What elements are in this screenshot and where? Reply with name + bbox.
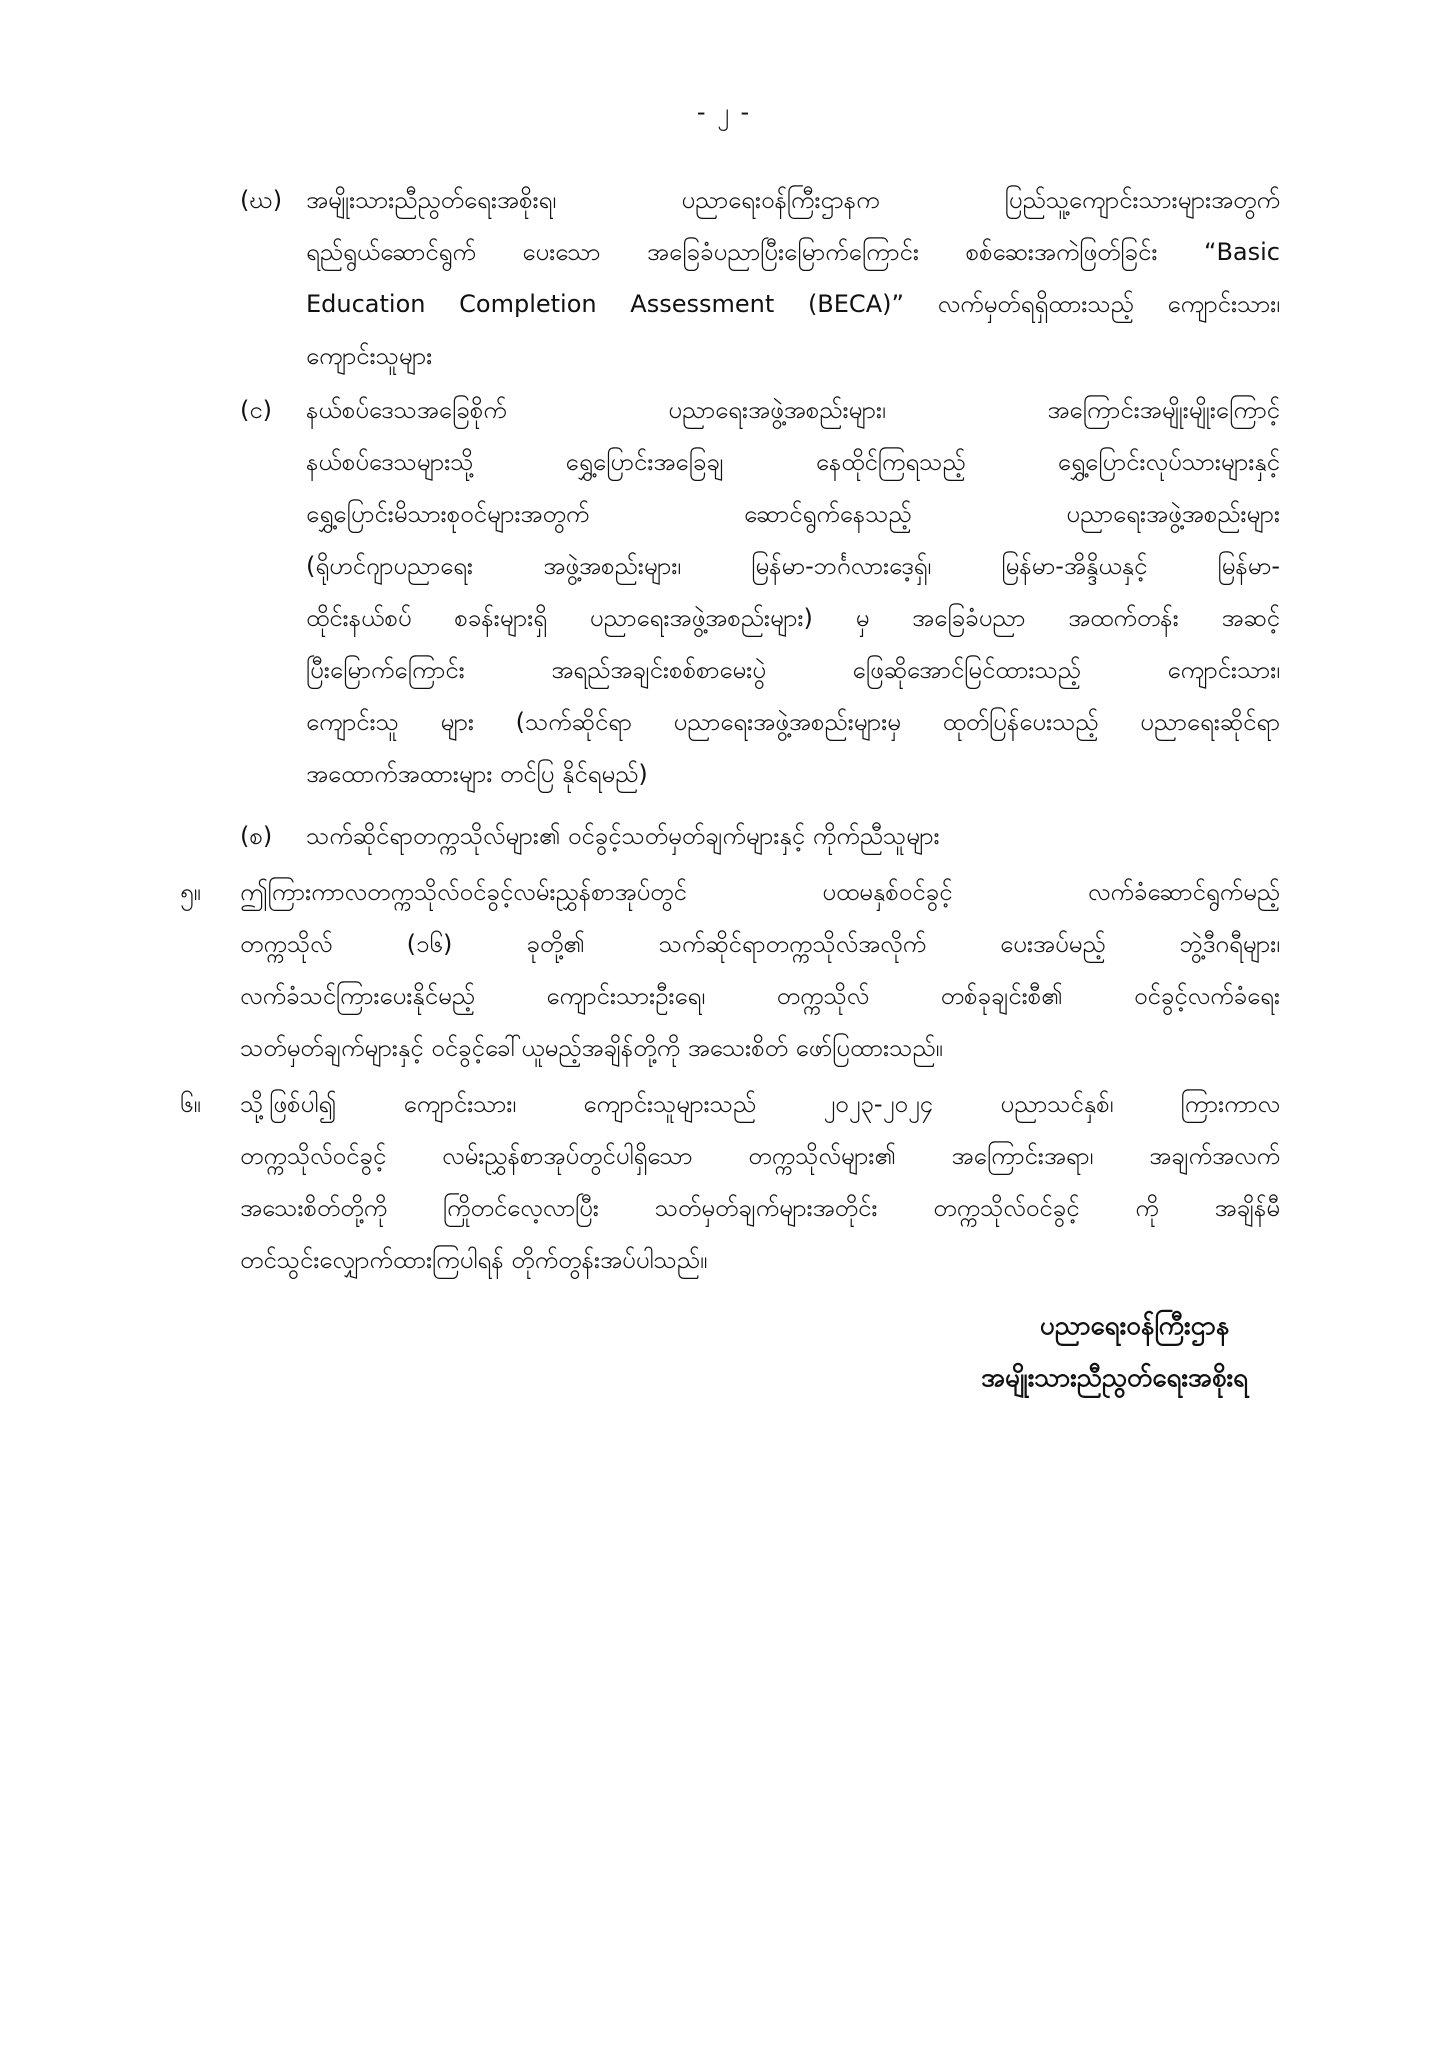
text-line: ပြီးမြောက်ကြောင်း အရည်အချင်းစစ်စာမေးပွဲ ဖြေဆိုအောင်မြင်ထားသည့် ကျောင်းသား၊ bbox=[306, 656, 1280, 684]
text-line: သက်ဆိုင်ရာတက္ကသိုလ်များ၏ ဝင်ခွင့်သတ်မှတ်ချက်များနှင့် ကိုက်ညီသူများ bbox=[306, 822, 940, 850]
signature-ministry: ပညာရေးဝန်ကြီးဌာန bbox=[1039, 1311, 1230, 1341]
text-line: အမျိုးသားညီညွတ်ရေးအစိုးရ၊ ပညာရေးဝန်ကြီးဌာနက ပြည်သူ့ကျောင်းသားများအတွက် bbox=[306, 186, 1280, 214]
paragraph-number: ၆။ bbox=[180, 1090, 201, 1118]
signature-government: အမျိုးသားညီညွတ်ရေးအစိုးရ bbox=[981, 1363, 1248, 1393]
text-line: နယ်စပ်ဒေသများသို့ ရွှေ့ပြောင်းအခြေချ နေထိုင်ကြရသည့် ရွှေ့ပြောင်းလုပ်သားများနှင့် bbox=[306, 448, 1280, 476]
paragraph-text bbox=[240, 1078, 1280, 1286]
list-item-text bbox=[306, 174, 1280, 382]
signature-block bbox=[981, 1300, 1248, 1404]
text-line: တက္ကသိုလ် (၁၆) ခုတို့၏ သက်ဆိုင်ရာတက္ကသိုလ်အလိုက် ပေးအပ်မည့် ဘွဲ့ဒီဂရီများ၊ bbox=[240, 930, 1280, 958]
text-line: ဤကြားကာလတက္ကသိုလ်ဝင်ခွင့်လမ်းညွှန်စာအုပ်တွင် ပထမနှစ်ဝင်ခွင့် လက်ခံဆောင်ရွက်မည့် bbox=[240, 878, 1280, 906]
text-line: အသေးစိတ်တို့ကို ကြိုတင်လေ့လာပြီး သတ်မှတ်ချက်များအတိုင်း တက္ကသိုလ်ဝင်ခွင့် ကို အချိန်မီ bbox=[240, 1194, 1280, 1222]
list-item-text bbox=[306, 810, 1280, 862]
text-line: နယ်စပ်ဒေသအခြေစိုက် ပညာရေးအဖွဲ့အစည်းများ၊ အကြောင်းအမျိုးမျိုးကြောင့် bbox=[306, 396, 1280, 424]
list-item-marker: (ဃ) bbox=[240, 186, 283, 214]
text-line: Education Completion Assessment (BECA)” လက်မှတ်ရရှိထားသည့် ကျောင်းသား၊ bbox=[306, 290, 1280, 318]
text-line: အထောက်အထားများ တင်ပြ နိုင်ရမည်) bbox=[306, 760, 648, 788]
text-line: ထိုင်းနယ်စပ် စခန်းများရှိ ပညာရေးအဖွဲ့အစည်းများ) မှ အခြေခံပညာ အထက်တန်း အဆင့် bbox=[306, 604, 1280, 632]
text-line: လက်ခံသင်ကြားပေးနိုင်မည့် ကျောင်းသားဦးရေ၊ တက္ကသိုလ် တစ်ခုချင်းစီ၏ ဝင်ခွင့်လက်ခံရေး bbox=[240, 982, 1280, 1010]
page-number: - ၂ - bbox=[696, 98, 752, 126]
text-line: ကျောင်းသူများ bbox=[306, 342, 433, 370]
text-line: တင်သွင်းလျှောက်ထားကြပါရန် တိုက်တွန်းအပ်ပါသည်။ bbox=[240, 1246, 708, 1274]
text-line: သို့ဖြစ်ပါ၍ ကျောင်းသား၊ ကျောင်းသူများသည် ၂၀၂၃-၂၀၂၄ ပညာသင်နှစ်၊ ကြားကာလ bbox=[240, 1090, 1280, 1118]
list-item-marker: (စ) bbox=[240, 822, 273, 850]
list-item-text bbox=[306, 384, 1280, 800]
text-line: တက္ကသိုလ်ဝင်ခွင့် လမ်းညွှန်စာအုပ်တွင်ပါရှိသော တက္ကသိုလ်များ၏ အကြောင်းအရာ၊ အချက်အလက် bbox=[240, 1142, 1280, 1170]
text-line: ရွှေ့ပြောင်းမိသားစုဝင်များအတွက် ဆောင်ရွက်နေသည့် ပညာရေးအဖွဲ့အစည်းများ bbox=[306, 500, 1280, 528]
text-line: (ရိုဟင်ဂျာပညာရေး အဖွဲ့အစည်းများ၊ မြန်မာ-ဘင်္ဂလားဒေ့ရှ်၊ မြန်မာ-အိန္ဒိယနှင့် မြန်မာ- bbox=[306, 552, 1280, 580]
text-line: ကျောင်းသူ များ (သက်ဆိုင်ရာ ပညာရေးအဖွဲ့အစည်းများမှ ထုတ်ပြန်ပေးသည့် ပညာရေးဆိုင်ရာ bbox=[306, 708, 1280, 736]
list-item-marker: (င) bbox=[240, 396, 273, 424]
paragraph-number: ၅။ bbox=[180, 878, 201, 906]
paragraph-text bbox=[240, 866, 1280, 1074]
text-line: သတ်မှတ်ချက်များနှင့် ဝင်ခွင့်ခေါ်ယူမည့်အချိန်တို့ကို အသေးစိတ် ဖော်ပြထားသည်။ bbox=[240, 1034, 943, 1062]
text-line: ရည်ရွယ်ဆောင်ရွက် ပေးသော အခြေခံပညာပြီးမြောက်ကြောင်း စစ်ဆေးအကဲဖြတ်ခြင်း “Basic bbox=[306, 238, 1280, 266]
